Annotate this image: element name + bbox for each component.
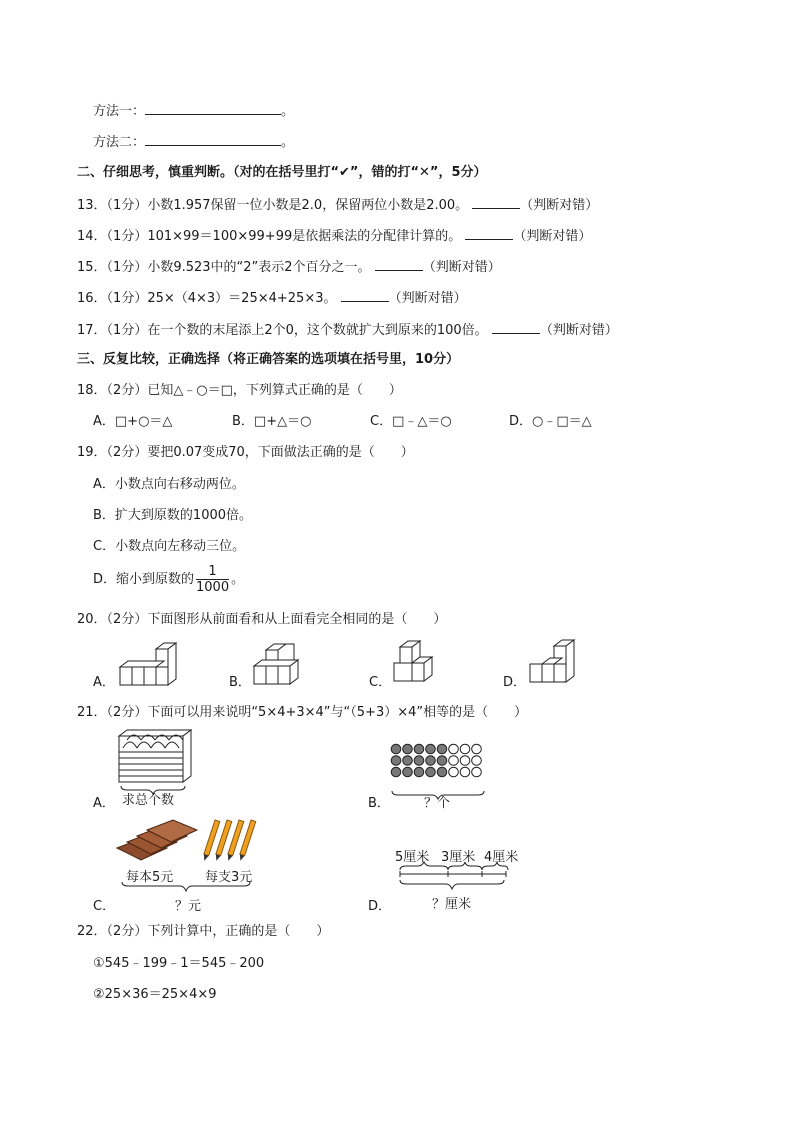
dot: [391, 756, 401, 766]
question-14-answer-blank[interactable]: [465, 226, 513, 240]
dot: [449, 756, 459, 766]
question-22-stem: 22．（2分）下列计算中，正确的是（ ）: [77, 924, 330, 939]
question-22-item-1-text: 545﹣199﹣1＝545﹣200: [104, 956, 265, 971]
dot: [426, 756, 436, 766]
dot: [403, 744, 413, 754]
question-22-item-1[interactable]: [93, 955, 264, 973]
question-21-a-caption: 求总个数: [122, 793, 175, 808]
question-21-d-segment-3: 4厘米: [484, 850, 519, 865]
question-22-item-2-text: 25×36＝25×4×9: [104, 987, 217, 1002]
question-17: [77, 320, 618, 340]
method-one-label: 方法一：: [93, 104, 146, 119]
question-19-option-b[interactable]: B．扩大到原数的1000倍。: [93, 508, 253, 523]
question-13-answer-blank[interactable]: [472, 195, 520, 209]
fraction-denominator: 1000: [196, 580, 230, 595]
dot: [426, 767, 436, 777]
line-segment-diagram: [398, 862, 510, 896]
question-19-option-d[interactable]: [93, 564, 244, 595]
period: 。: [231, 572, 245, 587]
dot: [472, 756, 482, 766]
question-21-d-segment-1: 5厘米: [395, 850, 430, 865]
question-18-option-b[interactable]: B．□+△＝○: [232, 414, 312, 429]
question-21-label-a[interactable]: A．: [93, 796, 115, 811]
question-14-text: 14．（1分）101×99＝100×99+99是依据乘法的分配律计算的。: [77, 229, 462, 244]
dot: [449, 767, 459, 777]
cube-figure-a: [118, 643, 178, 687]
question-13-tail: （判断对错）: [520, 198, 599, 213]
question-14: [77, 226, 591, 246]
question-17-tail: （判断对错）: [539, 323, 618, 338]
dot: [449, 744, 459, 754]
dot: [414, 767, 424, 777]
fraction-one-thousandth: [196, 564, 229, 595]
dot: [403, 767, 413, 777]
question-20-label-b[interactable]: B．: [229, 675, 251, 690]
circled-one-marker: ①: [93, 956, 105, 971]
dot: [426, 744, 436, 754]
stacked-crates-picture: [117, 728, 195, 794]
question-16: [77, 288, 467, 308]
question-16-tail: （判断对错）: [388, 291, 467, 306]
question-22-item-2[interactable]: [93, 986, 217, 1004]
question-21-b-caption: ？个: [424, 796, 451, 811]
question-21-label-d[interactable]: D．: [368, 899, 392, 914]
question-16-answer-blank[interactable]: [341, 288, 389, 302]
dot: [437, 744, 447, 754]
question-21-c-caption: ？元: [175, 899, 202, 914]
dot: [437, 767, 447, 777]
question-19-option-c[interactable]: C．小数点向左移动三位。: [93, 539, 246, 554]
dot: [460, 744, 470, 754]
question-20-stem: 20．（2分）下面图形从前面看和从上面看完全相同的是（ ）: [77, 612, 447, 627]
question-15-text: 15．（1分）小数9.523中的“2”表示2个百分之一。: [77, 260, 371, 275]
circled-two-marker: ②: [93, 987, 105, 1002]
section-two-heading: 二、仔细思考，慎重判断。（对的在括号里打“✔”，错的打“✕”，5分）: [77, 165, 487, 180]
question-18-stem: 18．（2分）已知△﹣○＝□，下列算式正确的是（ ）: [77, 383, 402, 398]
question-21-label-b[interactable]: B．: [368, 796, 390, 811]
dot: [472, 744, 482, 754]
question-20-label-d[interactable]: D．: [503, 675, 527, 690]
question-21-c-brace: [120, 882, 260, 896]
period: 。: [281, 135, 295, 150]
period: 。: [281, 104, 295, 119]
method-two-blank[interactable]: [145, 132, 281, 146]
dot-array-picture: [390, 743, 490, 799]
question-15: [77, 257, 501, 277]
dot: [414, 756, 424, 766]
question-19-option-a[interactable]: A．小数点向右移动两位。: [93, 477, 245, 492]
question-13: [77, 195, 598, 215]
question-18-option-c[interactable]: C．□﹣△＝○: [370, 414, 452, 429]
question-15-answer-blank[interactable]: [375, 257, 423, 271]
notebooks-and-pencils-picture: [115, 818, 275, 868]
question-17-text: 17．（1分）在一个数的末尾添上2个0，这个数就扩大到原来的100倍。: [77, 323, 488, 338]
question-13-text: 13．（1分）小数1.957保留一位小数是2.0，保留两位小数是2.00。: [77, 198, 469, 213]
question-15-tail: （判断对错）: [422, 260, 501, 275]
question-21-c-right-label: 每支3元: [205, 870, 253, 885]
method-two-label: 方法二：: [93, 135, 146, 150]
dot: [391, 767, 401, 777]
method-one-blank[interactable]: [145, 101, 281, 115]
option-d-prefix: D．缩小到原数的: [93, 572, 195, 587]
method-one-line: [93, 101, 294, 121]
question-18-option-d[interactable]: D．○﹣□＝△: [509, 414, 592, 429]
fraction-numerator: 1: [196, 564, 229, 580]
dot: [460, 756, 470, 766]
question-20-label-a[interactable]: A．: [93, 675, 115, 690]
method-two-line: [93, 132, 294, 152]
dot: [460, 767, 470, 777]
question-21-label-c[interactable]: C．: [93, 899, 116, 914]
question-21-d-segment-2: 3厘米: [441, 850, 476, 865]
question-19-stem: 19．（2分）要把0.07变成70，下面做法正确的是（ ）: [77, 445, 414, 460]
question-21-stem: 21．（2分）下面可以用来说明“5×4+3×4”与“（5+3）×4”相等的是（ ）: [77, 705, 528, 720]
dot: [403, 756, 413, 766]
cube-figure-c: [392, 641, 438, 687]
question-21-c-left-label: 每本5元: [126, 870, 174, 885]
cube-figure-d: [528, 642, 578, 688]
question-17-answer-blank[interactable]: [492, 320, 540, 334]
cube-figure-b: [252, 648, 302, 688]
dot: [414, 744, 424, 754]
question-21-d-caption: ？厘米: [432, 897, 472, 912]
question-16-text: 16．（1分）25×（4×3）＝25×4+25×3。: [77, 291, 337, 306]
question-20-label-c[interactable]: C．: [369, 675, 392, 690]
question-18-option-a[interactable]: A．□+○＝△: [93, 414, 173, 429]
dot: [472, 767, 482, 777]
section-three-heading: 三、反复比较，正确选择（将正确答案的选项填在括号里，10分）: [77, 352, 460, 367]
dot: [391, 744, 401, 754]
question-14-tail: （判断对错）: [513, 229, 592, 244]
dot: [437, 756, 447, 766]
